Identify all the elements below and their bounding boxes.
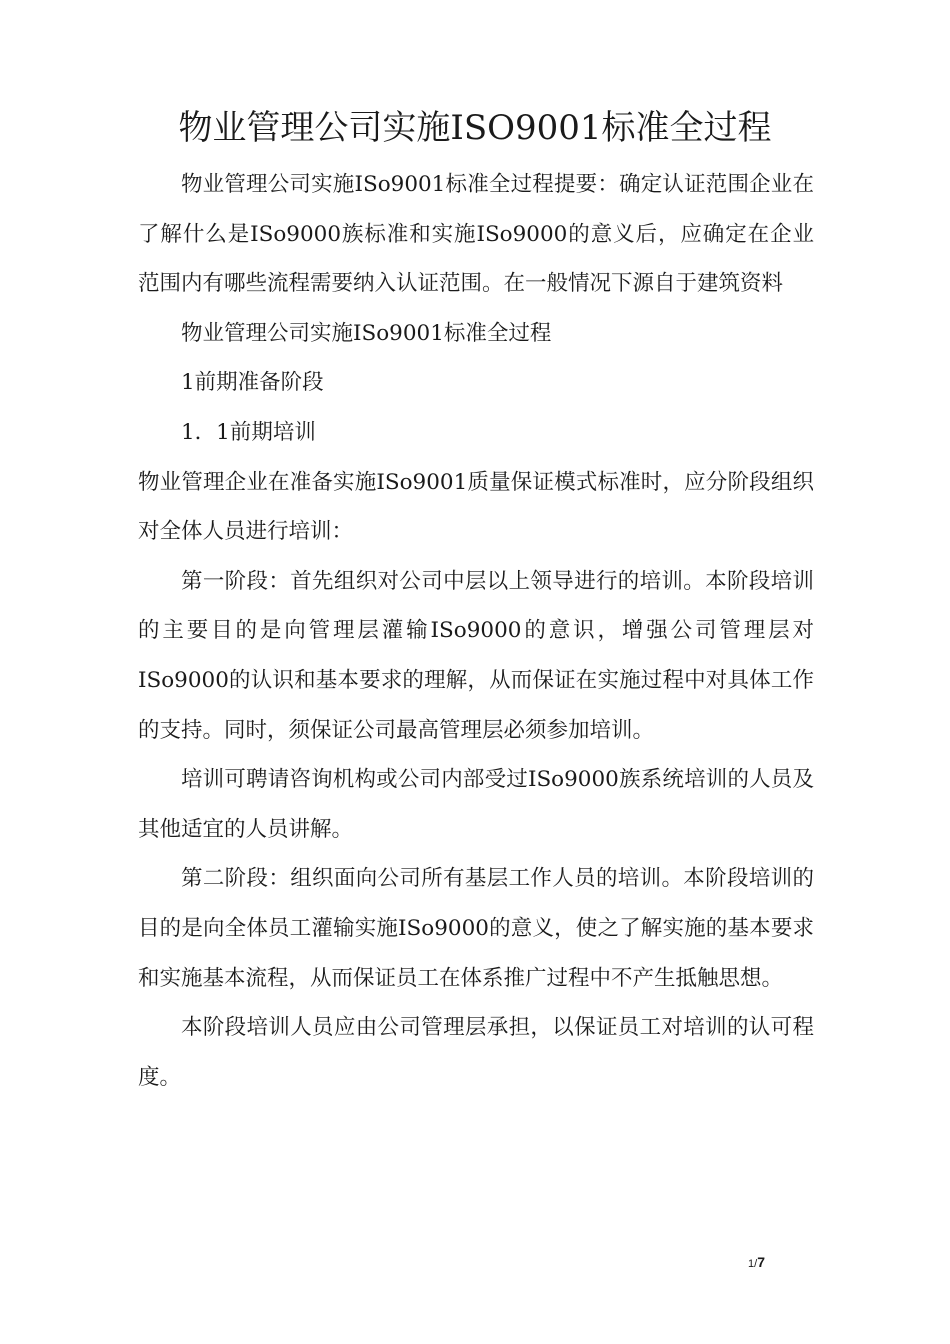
paragraph-stage-two: 第二阶段：组织面向公司所有基层工作人员的培训。本阶段培训的目的是向全体员工灌输实施ISo9000的意义，使之了解实施的基本要求和实施基本流程，从而保证员工在体系推广过程中不产生抵触思想。	[138, 866, 814, 991]
page-number	[748, 1254, 765, 1270]
section-heading: 1前期准备阶段	[181, 370, 324, 396]
paragraph-stage-two-trainers: 本阶段培训人员应由公司管理层承担，以保证员工对培训的认可程度。	[138, 1015, 814, 1090]
document-body	[138, 160, 814, 1102]
document-title: 物业管理公司实施ISO9001标准全过程	[178, 108, 772, 148]
paragraph-training-intro: 物业管理企业在准备实施ISo9001质量保证模式标准时，应分阶段组织对全体人员进行培训：	[138, 469, 814, 545]
paragraph-subtitle: 物业管理公司实施ISo9001标准全过程	[181, 320, 552, 346]
page-number-current: 1	[748, 1258, 755, 1270]
page-number-total: 7	[757, 1254, 765, 1270]
paragraph-trainers: 培训可聘请咨询机构或公司内部受过ISo9000族系统培训的人员及其他适宜的人员讲解。	[138, 767, 814, 842]
paragraph-stage-one: 第一阶段：首先组织对公司中层以上领导进行的培训。本阶段培训的主要目的是向管理层灌输ISo9000的意识，增强公司管理层对ISo9000的认识和基本要求的理解，从而保证在实施过程中对具体工作的支持。同时，须保证公司最高管理层必须参加培训。	[138, 568, 814, 743]
page-number-separator: /	[754, 1258, 758, 1270]
paragraph-summary: 物业管理公司实施ISo9001标准全过程提要：确定认证范围企业在了解什么是ISo9000族标准和实施ISo9000的意义后，应确定在企业范围内有哪些流程需要纳入认证范围。在一般情况下源自于建筑资料	[138, 172, 814, 297]
subsection-heading: 1．1前期培训	[181, 419, 316, 445]
